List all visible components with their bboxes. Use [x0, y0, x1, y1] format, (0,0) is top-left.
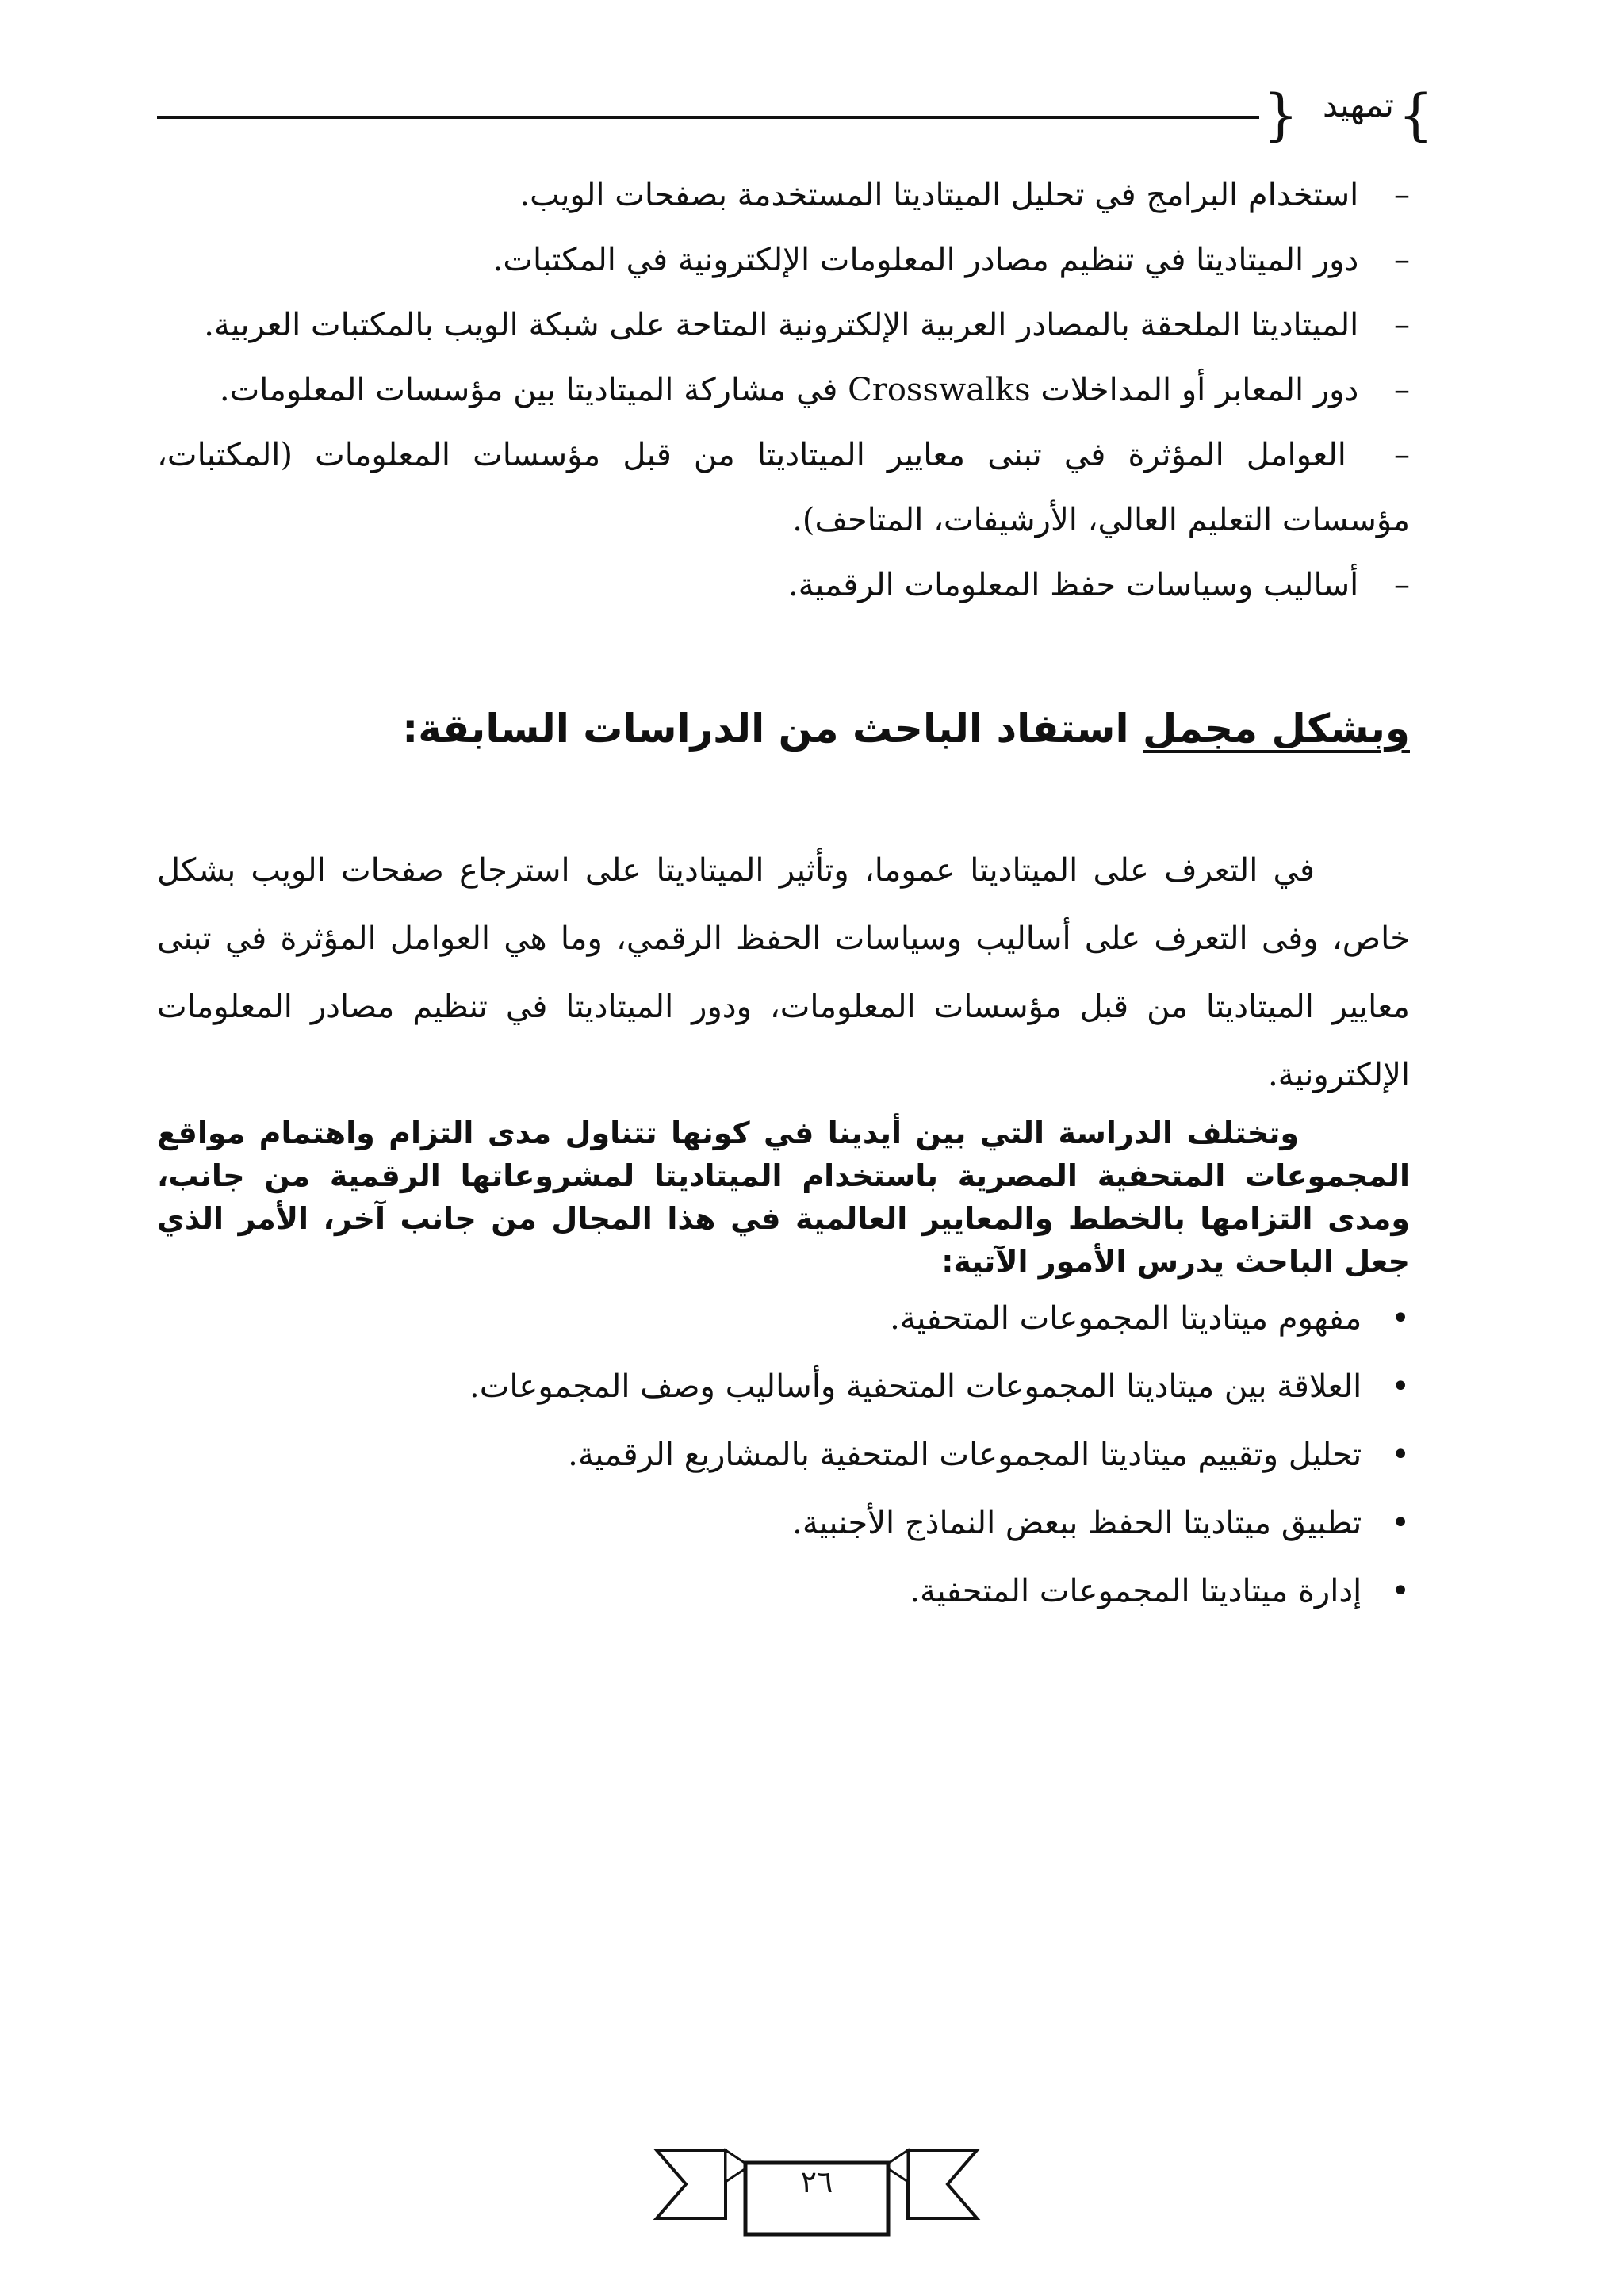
- bullet-item: [157, 1353, 1410, 1421]
- dash-marker: –: [1394, 372, 1410, 408]
- dash-item: [157, 228, 1410, 293]
- bullet-item: [157, 1489, 1410, 1557]
- bullet-dot-icon: •: [1391, 1573, 1410, 1609]
- bullet-item: [157, 1284, 1410, 1353]
- bullet-dot-icon: •: [1391, 1437, 1410, 1473]
- bullet-item-text: العلاقة بين ميتاديتا المجموعات المتحفية وأساليب وصف المجموعات.: [469, 1368, 1362, 1405]
- dash-marker: –: [1394, 437, 1410, 473]
- difference-paragraph: [157, 1112, 1410, 1283]
- page-number-ribbon: [650, 2141, 983, 2244]
- page-number: ٢٦: [800, 2164, 833, 2199]
- summary-paragraph: [157, 836, 1410, 1109]
- dash-item-text: دور الميتاديتا في تنظيم مصادر المعلومات الإلكترونية في المكتبات.: [492, 242, 1359, 278]
- dash-marker: –: [1394, 177, 1410, 213]
- bullet-item-text: تحليل وتقييم ميتاديتا المجموعات المتحفية بالمشاريع الرقمية.: [568, 1437, 1362, 1473]
- dash-item-text: أساليب وسياسات حفظ المعلومات الرقمية.: [787, 567, 1359, 603]
- header-brace-left: }: [1263, 82, 1299, 147]
- summary-paragraph-text: في التعرف على الميتاديتا عموما، وتأثير الميتاديتا على استرجاع صفحات الويب بشكل خاص، وفى التعرف على أساليب وسياسات الحفظ الرقمي، وما هي العوامل المؤثرة في تبنى معايير الميتاديتا من قبل مؤسسات المعلومات، ودور الميتاديتا في تنظيم مصادر المعلومات الإلكترونية.: [157, 852, 1410, 1093]
- dash-item-text: الميتاديتا الملحقة بالمصادر العربية الإلكترونية المتاحة على شبكة الويب بالمكتبات العربية.: [204, 307, 1359, 343]
- dash-item-text: العوامل المؤثرة في تبنى معايير الميتاديتا من قبل مؤسسات المعلومات (المكتبات، مؤسسات التعليم العالي، الأرشيفات، المتاحف).: [157, 437, 1410, 538]
- dash-marker: –: [1394, 242, 1410, 278]
- bullet-item-text: إدارة ميتاديتا المجموعات المتحفية.: [910, 1573, 1362, 1609]
- running-header: [157, 79, 1434, 151]
- section-heading: [157, 706, 1410, 752]
- section-heading-underlined: وبشكل مجمل: [1143, 706, 1410, 752]
- difference-paragraph-text: وتختلف الدراسة التي بين أيدينا في كونها تتناول مدى التزام واهتمام مواقع المجموعات المتحفية المصرية باستخدام الميتاديتا لمشروعاتها الرقمية من جانب، ومدى التزامها بالخطط والمعايير العالمية في هذا المجال من جانب آخر، الأمر الذي جعل الباحث يدرس الأمور الآتية:: [157, 1115, 1410, 1279]
- dash-list: [157, 163, 1410, 618]
- dash-item: [157, 163, 1410, 228]
- bullet-item-text: تطبيق ميتاديتا الحفظ ببعض النماذج الأجنبية.: [792, 1505, 1362, 1541]
- dash-item-text: استخدام البرامج في تحليل الميتاديتا المستخدمة بصفحات الويب.: [519, 177, 1359, 213]
- header-title: تمهيد: [1322, 86, 1394, 124]
- dash-item: [157, 358, 1410, 423]
- dash-item: [157, 293, 1410, 358]
- bullet-item: [157, 1421, 1410, 1489]
- dash-marker: –: [1394, 567, 1410, 603]
- dash-item: [157, 423, 1410, 553]
- bullet-dot-icon: •: [1391, 1368, 1410, 1405]
- dash-item: [157, 553, 1410, 618]
- bullet-dot-icon: •: [1391, 1300, 1410, 1337]
- dash-item-text: دور المعابر أو المداخلات Crosswalks في مشاركة الميتاديتا بين مؤسسات المعلومات.: [219, 372, 1359, 408]
- bullet-dot-icon: •: [1391, 1505, 1410, 1541]
- bullet-list: [157, 1284, 1410, 1625]
- bullet-item: [157, 1557, 1410, 1625]
- section-heading-rest: استفاد الباحث من الدراسات السابقة:: [402, 706, 1143, 752]
- header-brace-right: {: [1398, 82, 1434, 147]
- header-rule: [157, 116, 1259, 119]
- dash-marker: –: [1394, 307, 1410, 343]
- bullet-item-text: مفهوم ميتاديتا المجموعات المتحفية.: [890, 1300, 1362, 1337]
